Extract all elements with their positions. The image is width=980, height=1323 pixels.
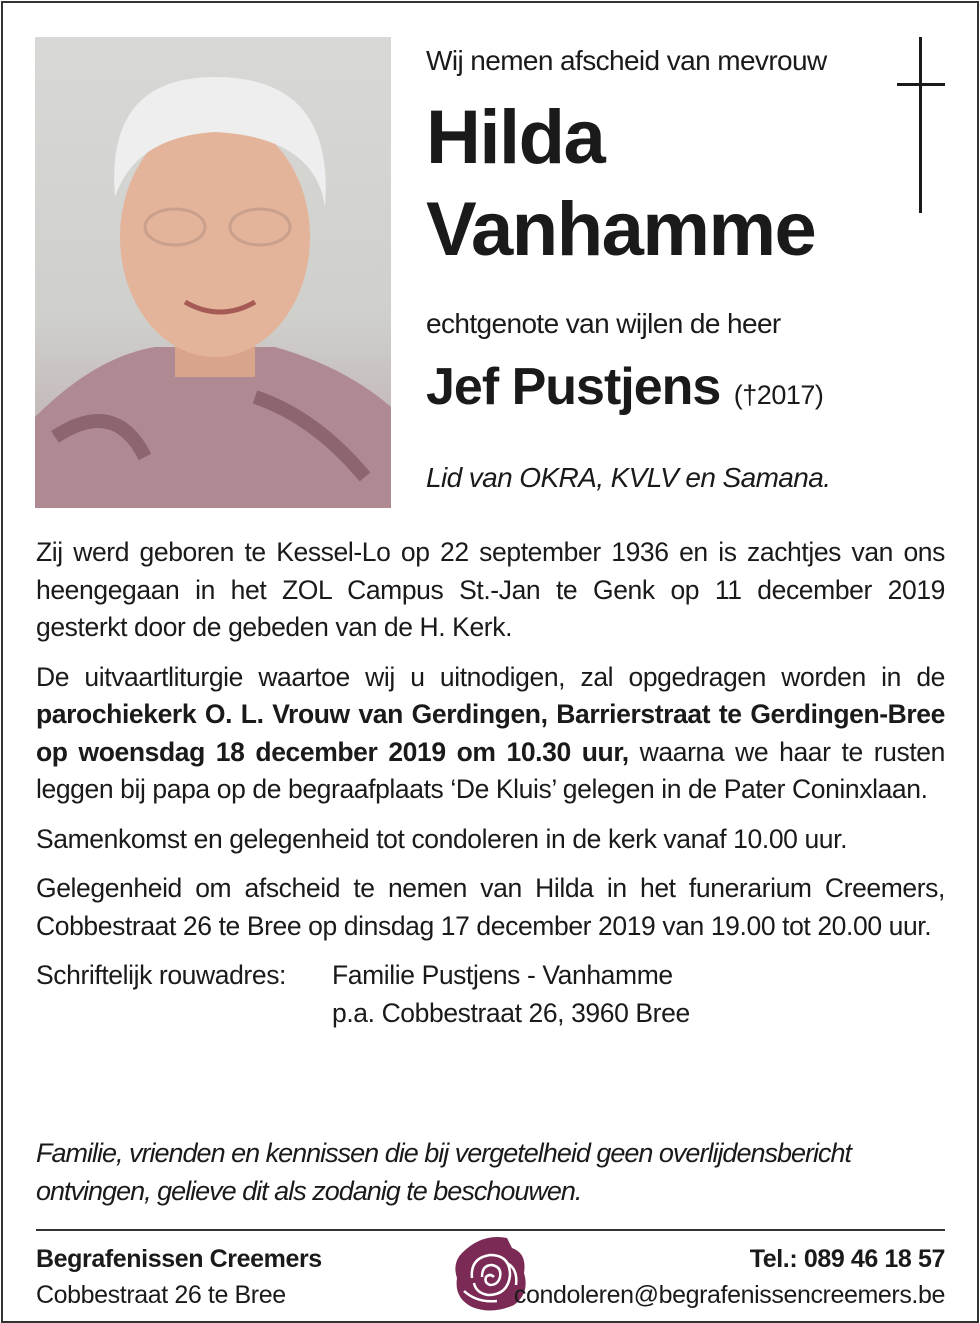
mourning-address [36, 957, 945, 1032]
closing-note: Familie, vrienden en kennissen die bij vergetelheid geen overlijdensbericht ontvingen, gelieve dit als zodanig te beschouwen. [36, 1138, 852, 1206]
spouse-name-text: Jef Pustjens [426, 358, 721, 416]
phone-number: Tel.: 089 46 18 57 [749, 1245, 945, 1273]
footer-company [36, 1241, 322, 1313]
portrait-photo [35, 37, 391, 508]
cross-icon [919, 37, 922, 213]
footer-divider [36, 1229, 945, 1231]
spouse-death-year: (†2017) [733, 380, 824, 410]
birth-death-paragraph: Zij werd geboren te Kessel-Lo op 22 september 1936 en is zachtjes van ons heengegaan in het ZOL Campus St.-Jan te Genk op 11 december 2019 gesterkt door de gebeden van de H. Kerk. [36, 537, 945, 642]
last-name: Vanhamme [426, 187, 816, 272]
funeral-details: parochiekerk O. L. Vrouw van Gerdingen, Barrierstraat te Gerdingen-Bree op woensdag 18 december 2019 om 10.30 uur, [36, 699, 945, 767]
cross-icon-bar [897, 83, 945, 86]
funeral-paragraph [36, 659, 945, 809]
visitation-paragraph: Gelegenheid om afscheid te nemen van Hilda in het funerarium Creemers, Cobbestraat 26 te Bree op dinsdag 17 december 2019 van 19.00 tot 20.00 uur. [36, 873, 945, 941]
address-line-2: p.a. Cobbestraat 26, 3960 Bree [332, 997, 690, 1028]
footer-contact [514, 1241, 945, 1313]
address-label: Schriftelijk rouwadres: [36, 960, 287, 990]
address-line-1: Familie Pustjens - Vanhamme [332, 960, 673, 990]
company-name: Begrafenissen Creemers [36, 1245, 322, 1273]
deceased-name [426, 92, 815, 276]
spouse-name [426, 357, 823, 417]
membership: Lid van OKRA, KVLV en Samana. [426, 462, 831, 493]
condolence-paragraph: Samenkomst en gelegenheid tot condoleren in de kerk vanaf 10.00 uur. [36, 823, 848, 854]
company-address: Cobbestraat 26 te Bree [36, 1281, 286, 1309]
spouse-intro: echtgenote van wijlen de heer [426, 308, 781, 339]
notice-body [36, 534, 945, 1032]
intro-text: Wij nemen afscheid van mevrouw [426, 45, 827, 76]
funeral-text-end: waarna we haar te rusten leggen bij papa op de begraafplaats ‘De Kluis’ gelegen in de Pater Coninxlaan. [36, 736, 945, 804]
first-name: Hilda [426, 95, 605, 180]
funeral-text-start: De uitvaartliturgie waartoe wij u uitnodigen, zal opgedragen worden in de [36, 661, 945, 692]
email-link[interactable]: condoleren@begrafenissencreemers.be [513, 1281, 945, 1309]
